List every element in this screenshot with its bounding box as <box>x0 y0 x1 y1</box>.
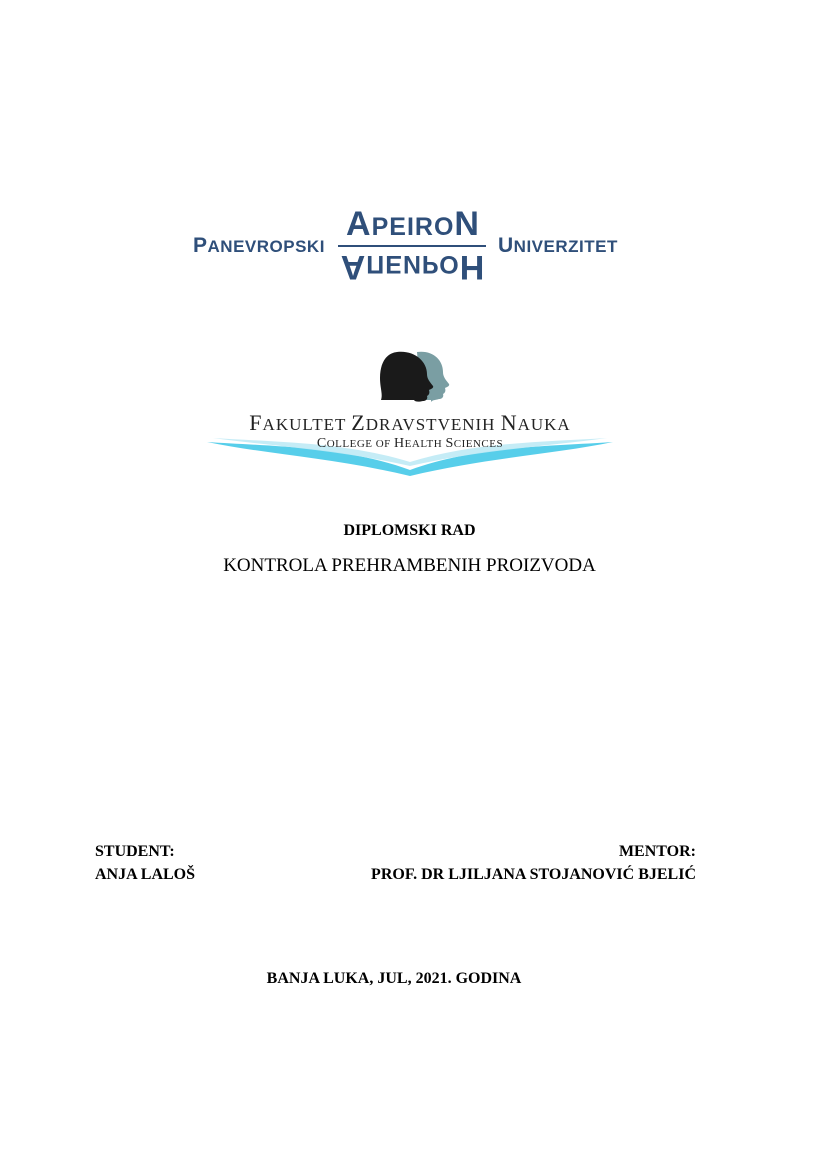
document-title: KONTROLA PREHRAMBENIH PROIZVODA <box>223 555 596 576</box>
faculty-name: FAKULTET ZDRAVSTVENIH NAUKA <box>249 410 571 435</box>
document-type: DIPLOMSKI RAD <box>343 522 476 539</box>
student-name: ANJA LALOŠ <box>95 866 196 883</box>
place-and-date: BANJA LUKA, JUL, 2021. GODINA <box>266 970 522 987</box>
mentor-name: PROF. DR LJILJANA STOJANOVIĆ BJELIĆ <box>371 866 696 883</box>
student-label: STUDENT: <box>95 843 175 860</box>
university-left-word: PANEVROPSKI <box>193 234 325 257</box>
apeiron-logo-top: APEIRON <box>346 205 480 243</box>
apeiron-logo-bottom-mirrored: AПЕИРОН <box>340 248 486 286</box>
faculty-subtitle: COLLEGE OF HEALTH SCIENCES <box>316 436 504 451</box>
university-right-word: UNIVERZITET <box>498 234 618 257</box>
mentor-label: MENTOR: <box>618 843 696 860</box>
